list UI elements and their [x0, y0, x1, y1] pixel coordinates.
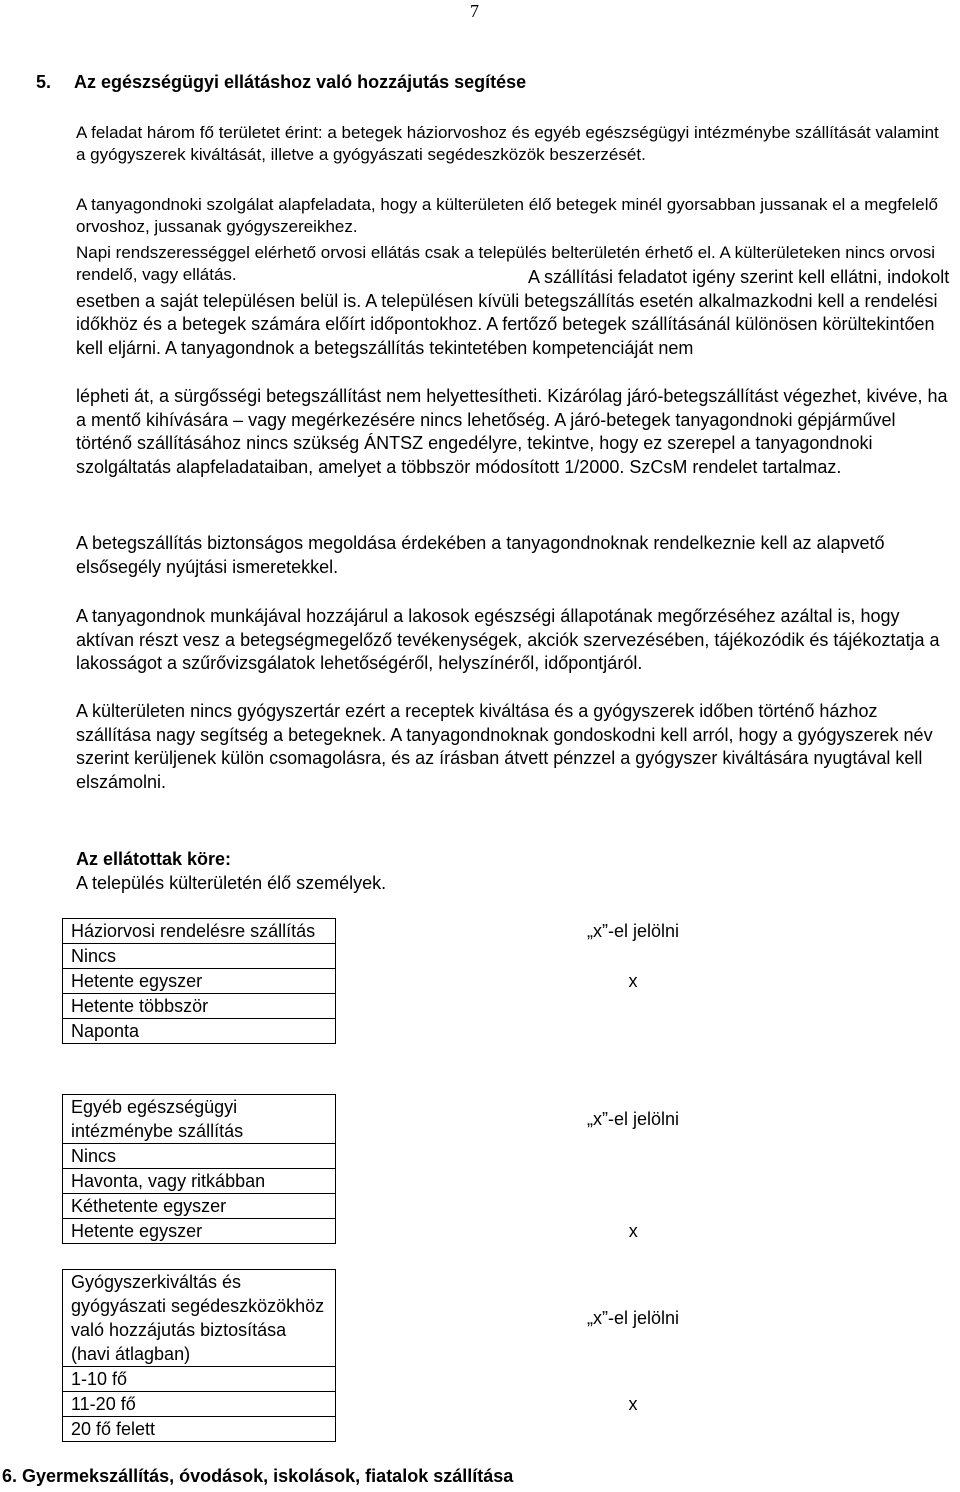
paragraph-transport-rules: A szállítási feladatot igény szerint kell ellátni, indokolt esetben a saját településen belül is. A településen kívüli betegszállítás esetén alkalmazkodni kell a rendelési időkhöz és a betegek számára előírt időpontokhoz. A fertőző betegek szállításánál különösen körültekintően kell eljárni. A tanyagondnok a betegszállítás tekintetében kompetenciáját nem [76, 267, 950, 358]
option-mark: x [628, 1394, 638, 1414]
table-row [63, 1194, 931, 1219]
option-mark [336, 1194, 931, 1219]
table-row [63, 1019, 931, 1044]
paragraph-basic-task: A tanyagondnoki szolgálat alapfeladata, hogy a külterületen élő betegek minél gyorsabban jussanak el a megfelelő orvoshoz, jussanak gyógyszereikhez. [76, 195, 938, 236]
option-label: 1-10 fő [63, 1367, 336, 1392]
option-label: Háziorvosi rendelésre szállítás [63, 919, 336, 944]
page-number: 7 [470, 1, 479, 21]
table-row [63, 1219, 931, 1244]
table-medicine-supply [62, 1269, 931, 1442]
option-label: Kéthetente egyszer [63, 1194, 336, 1219]
section-6-heading: 6. Gyermekszállítás, óvodások, iskolások, fiatalok szállítása [2, 1466, 514, 1486]
option-label: Egyéb egészségügyi intézménybe szállítás [63, 1095, 336, 1144]
option-mark: „x”-el jelölni [586, 921, 680, 941]
option-mark: „x”-el jelölni [586, 1308, 680, 1328]
served-label: Az ellátottak köre: [76, 849, 232, 869]
option-label: 20 fő felett [63, 1417, 336, 1442]
paragraph-daily-care: Napi rendszerességgel elérhető orvosi ellátás csak a település belterületén érhető el. A külterületeken nincs orvosi rendelő, vagy ellátás. [76, 243, 935, 284]
option-mark: „x”-el jelölni [586, 1109, 680, 1129]
option-mark [336, 1169, 931, 1194]
option-mark: x [628, 1221, 638, 1241]
table-row [63, 1169, 931, 1194]
paragraph-transport-limits: lépheti át, a sürgősségi betegszállítást nem helyettesítheti. Kizárólag járó-betegszállítást végezhet, kivéve, ha a mentő kihívására – vagy megérkezésére nincs lehetőség. A járó-betegek tanyagondnoki gépjárművel történő szállításához nincs szükség ÁNTSZ engedélyre, tekintve, hogy ez szerepel a tanyagondnoki szolgáltatás alapfeladataiban, amelyet a többször módosított 1/2000. SzCsM rendelet tartalmaz. [76, 386, 948, 477]
section-5-heading [36, 72, 526, 93]
section-title: Az egészségügyi ellátáshoz való hozzájutás segítése [74, 72, 527, 92]
table-other-institution-transport [62, 1094, 931, 1244]
option-mark: x [628, 971, 638, 991]
served-group [76, 848, 956, 895]
table-row [63, 994, 931, 1019]
section-number: 5. [36, 72, 52, 92]
paragraph-first-aid: A betegszállítás biztonságos megoldása érdekében a tanyagondnoknak rendelkeznie kell az alapvető elsősegély nyújtási ismeretekkel. [76, 533, 885, 577]
table-row [63, 1367, 931, 1392]
table-row [63, 1095, 931, 1144]
option-label: Hetente többször [63, 994, 336, 1019]
option-mark [336, 1144, 931, 1169]
option-label: Nincs [63, 944, 336, 969]
option-label: Gyógyszerkiváltás és gyógyászati segédeszközökhöz való hozzájutás biztosítása (havi átlagban) [63, 1270, 336, 1367]
option-mark [336, 1019, 931, 1044]
option-mark [336, 1417, 931, 1442]
option-label: Hetente egyszer [63, 1219, 336, 1244]
table-gp-transport [62, 918, 931, 1044]
paragraph-intro: A feladat három fő területet érint: a betegek háziorvoshoz és egyéb egészségügyi intézménybe szállítását valamint a gyógyszerek kiváltását, illetve a gyógyászati segédeszközök beszerzését. [76, 123, 939, 164]
option-mark [336, 994, 931, 1019]
table-row [63, 944, 931, 969]
option-mark [336, 944, 931, 969]
table-row [63, 1270, 931, 1367]
option-label: Hetente egyszer [63, 969, 336, 994]
option-label: Naponta [63, 1019, 336, 1044]
table-row [63, 969, 931, 994]
option-label: Nincs [63, 1144, 336, 1169]
table-row [63, 919, 931, 944]
option-label: Havonta, vagy ritkábban [63, 1169, 336, 1194]
table-row [63, 1417, 931, 1442]
served-text: A település külterületén élő személyek. [76, 872, 387, 893]
table-row [63, 1144, 931, 1169]
option-mark [336, 1367, 931, 1392]
paragraph-prevention: A tanyagondnok munkájával hozzájárul a lakosok egészségi állapotának megőrzéséhez azáltal is, hogy aktívan részt vesz a betegségmegelőző tevékenységek, akciók szervezésében, tájékozódik és tájékoztatja a lakosságot a szűrővizsgálatok lehetőségéről, helyszínéről, időpontjáról. [76, 606, 940, 673]
option-label: 11-20 fő [63, 1392, 336, 1417]
paragraph-pharmacy: A külterületen nincs gyógyszertár ezért a receptek kiváltása és a gyógyszerek időben történő házhoz szállítása nagy segítség a betegeknek. A tanyagondnoknak gondoskodni kell arról, hogy a gyógyszerek név szerint kerüljenek külön csomagolásra, és az írásban átvett pénzzel a gyógyszer kiváltására nyugtával kell elszámolni. [76, 701, 933, 792]
table-row [63, 1392, 931, 1417]
